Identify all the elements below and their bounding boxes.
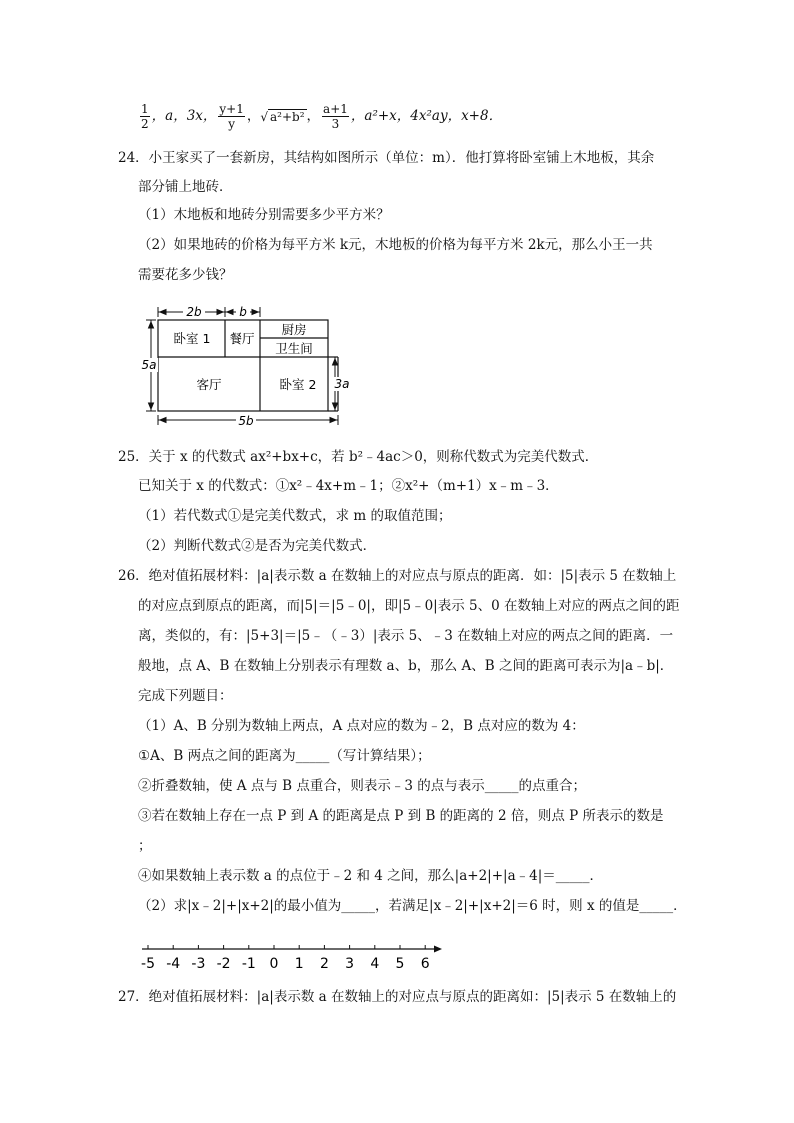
room-living: 客厅: [196, 377, 222, 392]
expression-list: $\frac{1}{2}$ ，a，3x， $\frac{y+1}{y}$ ，√ a²+b² ， $\frac{a+1}{3}$ ，a²+x，4x²ay，x+8．: [141, 102, 503, 131]
q25-line4: （2）判断代数式②是否为完美代数式．: [138, 538, 377, 554]
number-line-tick-label: -2: [216, 956, 231, 972]
number-line-tick-label: -1: [241, 956, 256, 972]
q26-line3: 离，类似的，有：|5+3|＝|5﹣（﹣3）|表示 5、﹣3 在数轴上对应的两点之间的距离．一: [138, 628, 674, 644]
number-line-tick-label: -5: [141, 956, 155, 972]
q25-line2: 已知关于 x 的代数式：①x²﹣4x+m﹣1；②x²+（m+1）x﹣m﹣3．: [138, 478, 559, 494]
room-bedroom-2: 卧室 2: [279, 377, 317, 392]
floor-plan-diagram: [138, 300, 358, 430]
dim-b: b: [239, 305, 247, 319]
number-line-tick-label: 6: [420, 956, 430, 972]
room-bedroom-1: 卧室 1: [173, 331, 211, 346]
q26-line8: ②折叠数轴，使 A 点与 B 点重合，则表示﹣3 的点与表示_____的点重合；: [138, 778, 586, 794]
room-dining: 餐厅: [229, 331, 255, 346]
dim-3a: 3a: [334, 377, 350, 391]
dim-5a: 5a: [141, 358, 157, 372]
number-line-tick-label: 3: [345, 956, 355, 972]
q26-line6: （1）A、B 分别为数轴上两点，A 点对应的数为﹣2，B 点对应的数为 4：: [138, 718, 585, 734]
dim-2b: 2b: [186, 305, 202, 319]
number-line-tick-label: 2: [319, 956, 329, 972]
number-line-tick-label: 4: [370, 956, 380, 972]
number-line-tick-label: -3: [191, 956, 206, 972]
fraction-one-half: $\frac{1}{2}$: [141, 102, 149, 131]
number-line-tick-label: -4: [166, 956, 181, 972]
q26-line11: ④如果数轴上表示数 a 的点位于﹣2 和 4 之间，那么|a+2|+|a﹣4|＝_____．: [138, 868, 604, 884]
fraction-a: $\frac{a+1}{3}$: [323, 102, 348, 131]
room-bathroom: 卫生间: [275, 341, 313, 356]
q26-line10: ；: [138, 838, 152, 854]
q27-line1: 27．绝对值拓展材料：|a|表示数 a 在数轴上的对应点与原点的距离如：|5|表示 5 在数轴上的: [118, 989, 677, 1005]
square-root: √ a²+b²: [260, 109, 305, 124]
q25-line1: 25．关于 x 的代数式 ax²+bx+c，若 b²﹣4ac＞0，则称代数式为完美代数式．: [118, 449, 599, 465]
number-line-arrow: [434, 946, 442, 953]
fraction-y: $\frac{y+1}{y}$: [219, 102, 244, 131]
number-line-tick-label: 0: [269, 956, 279, 972]
q26-line2: 的对应点到原点的距离，而|5|＝|5﹣0|，即|5﹣0|表示 5、0 在数轴上对应的两点之间的距: [138, 598, 680, 614]
number-line: [138, 935, 448, 975]
q26-line7: ①A、B 两点之间的距离为_____（写计算结果）；: [138, 748, 431, 764]
number-line-tick-label: 1: [294, 956, 304, 972]
q26-line1: 26．绝对值拓展材料：|a|表示数 a 在数轴上的对应点与原点的距离．如：|5|表示 5 在数轴上: [118, 568, 677, 584]
dimension-arrows: [146, 307, 338, 425]
q26-line9: ③若在数轴上存在一点 P 到 A 的距离是点 P 到 B 的距离的 2 倍，则点 P 所表示的数是: [138, 808, 664, 824]
q26-line5: 完成下列题目：: [138, 688, 233, 704]
room-kitchen: 厨房: [281, 322, 307, 337]
q24-line5: 需要花多少钱？: [138, 267, 233, 283]
q24-line3: （1）木地板和地砖分别需要多少平方米？: [138, 207, 390, 223]
number-line-tick-label: 5: [395, 956, 405, 972]
q24-line2: 部分铺上地砖．: [138, 179, 233, 195]
q24-line4: （2）如果地砖的价格为每平方米 k元，木地板的价格为每平方米 2k元，那么小王一共: [138, 237, 653, 253]
q24-line1: 24．小王家买了一套新房，其结构如图所示（单位：m）．他打算将卧室铺上木地板，其余: [118, 150, 655, 166]
q26-line12: （2）求|x﹣2|+|x+2|的最小值为_____，若满足|x﹣2|+|x+2|＝6 时，则 x 的值是_____．: [138, 898, 687, 914]
dim-5b: 5b: [238, 414, 254, 428]
q25-line3: （1）若代数式①是完美代数式，求 m 的取值范围；: [138, 508, 452, 524]
q26-line4: 般地，点 A、B 在数轴上分别表示有理数 a、b，那么 A、B 之间的距离可表示为|a﹣b|．: [138, 658, 674, 674]
